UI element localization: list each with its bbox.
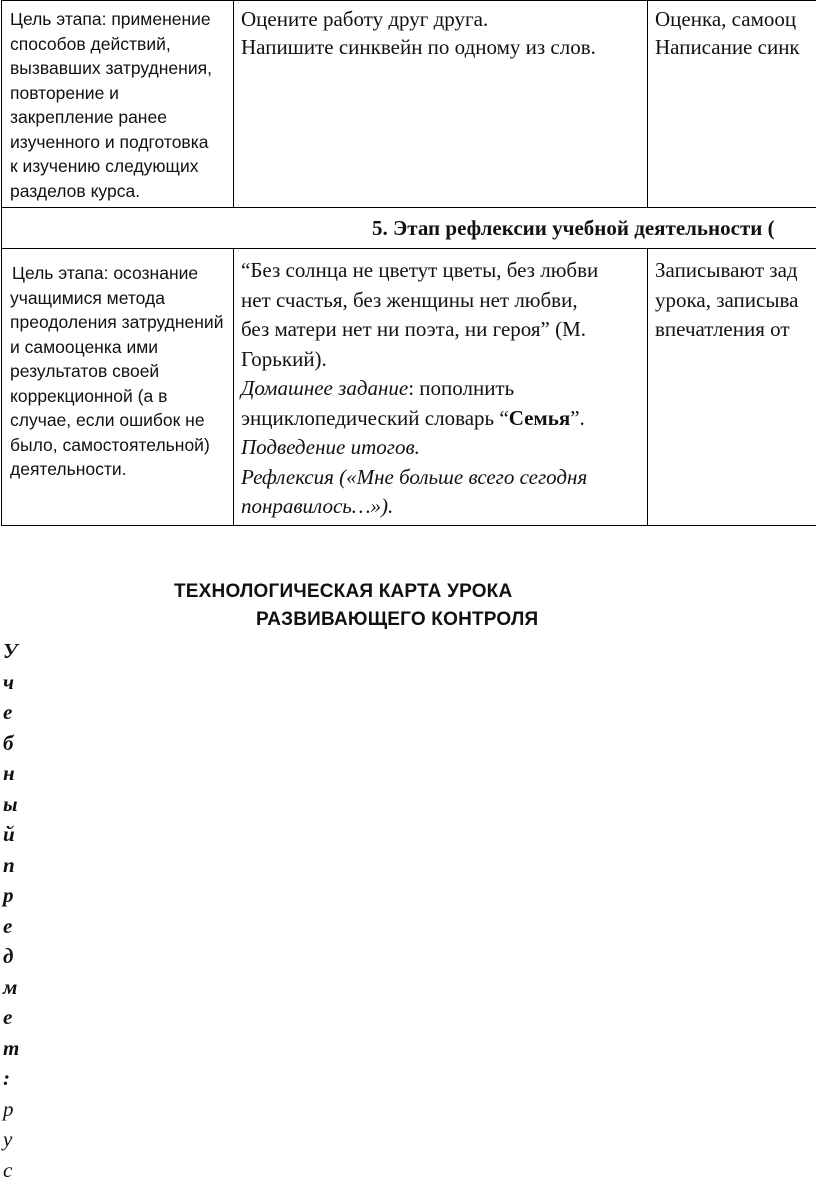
vertical-char: р xyxy=(3,1094,33,1125)
goal-line: вызвавших затруднения, xyxy=(10,56,229,81)
quote-line: нет счастья, без женщины нет любви, xyxy=(241,286,643,316)
goal-line: было, самостоятельной) xyxy=(10,433,229,458)
quote-line: без матери нет ни поэта, ни героя” (М. xyxy=(241,315,643,345)
vertical-char: е xyxy=(3,697,33,728)
teacher-activity-cell xyxy=(234,249,648,526)
student-result-cell xyxy=(648,1,816,208)
vertical-char: у xyxy=(3,1124,33,1155)
goal-line: закрепление ранее xyxy=(10,105,229,130)
goal-line: преодоления затруднений xyxy=(10,310,229,335)
activity-line: Напишите синквейн по одному из слов. xyxy=(241,33,643,61)
vertical-char: р xyxy=(3,880,33,911)
quote-line: Горький). xyxy=(241,345,643,375)
goal-line: Цель этапа: осознание xyxy=(10,261,229,286)
vertical-char: ы xyxy=(3,789,33,820)
stage-title: 5. Этап рефлексии учебной деятельности ( xyxy=(2,208,816,249)
result-line: Оценка, самооц xyxy=(655,5,816,33)
vertical-char: д xyxy=(3,941,33,972)
vertical-char: ч xyxy=(3,667,33,698)
lesson-map-table xyxy=(1,0,816,526)
vertical-char: е xyxy=(3,1002,33,1033)
teacher-activity-cell xyxy=(234,1,648,208)
goal-line: результатов своей xyxy=(10,359,229,384)
homework-label: Домашнее задание xyxy=(241,376,408,400)
result-line: урока, записыва xyxy=(655,286,816,316)
vertical-char: п xyxy=(3,850,33,881)
activity-line: Оцените работу друг друга. xyxy=(241,5,643,33)
quote-mark: ”. xyxy=(570,406,585,430)
table-row xyxy=(2,249,816,526)
stage-goal-cell xyxy=(2,249,234,526)
homework-text: : пополнить xyxy=(408,376,514,400)
vertical-char: с xyxy=(3,1155,33,1185)
goal-line: способов действий, xyxy=(10,32,229,57)
quote-mark: “ xyxy=(499,406,508,430)
vertical-subject-label xyxy=(3,636,33,1185)
dictionary-word: Семья xyxy=(509,406,571,430)
goal-line: разделов курса. xyxy=(10,179,229,204)
vertical-char: У xyxy=(3,636,33,667)
homework-line xyxy=(241,404,643,434)
result-line: Написание синк xyxy=(655,33,816,61)
goal-line: деятельности. xyxy=(10,457,229,482)
goal-line: случае, если ошибок не xyxy=(10,408,229,433)
stage-goal-cell xyxy=(2,1,234,208)
goal-line: и самооценка ими xyxy=(10,335,229,360)
summary-line: Подведение итогов. xyxy=(241,433,643,463)
page-subtitle: РАЗВИВАЮЩЕГО КОНТРОЛЯ xyxy=(256,609,538,631)
homework-text: энциклопедический словарь xyxy=(241,406,499,430)
goal-line: изученного и подготовка xyxy=(10,130,229,155)
vertical-char: м xyxy=(3,972,33,1003)
homework-line xyxy=(241,374,643,404)
vertical-char: н xyxy=(3,758,33,789)
result-line: Записывают зад xyxy=(655,256,816,286)
vertical-char: е xyxy=(3,911,33,942)
reflection-line: понравилось…»). xyxy=(241,492,643,522)
quote-line: “Без солнца не цветут цветы, без любви xyxy=(241,256,643,286)
result-line: впечатления от xyxy=(655,315,816,345)
vertical-char: б xyxy=(3,728,33,759)
page-title: ТЕХНОЛОГИЧЕСКАЯ КАРТА УРОКА xyxy=(174,581,512,603)
goal-line: к изучению следующих xyxy=(10,154,229,179)
vertical-char: т xyxy=(3,1033,33,1064)
student-result-cell xyxy=(648,249,816,526)
stage-header-row xyxy=(2,208,816,249)
table-row xyxy=(2,1,816,208)
goal-line: учащимися метода xyxy=(10,286,229,311)
goal-line: Цель этапа: применение xyxy=(10,7,229,32)
vertical-char: й xyxy=(3,819,33,850)
goal-line: повторение и xyxy=(10,81,229,106)
reflection-line: Рефлексия («Мне больше всего сегодня xyxy=(241,463,643,493)
goal-line: коррекционной (а в xyxy=(10,384,229,409)
vertical-char: : xyxy=(3,1063,33,1094)
